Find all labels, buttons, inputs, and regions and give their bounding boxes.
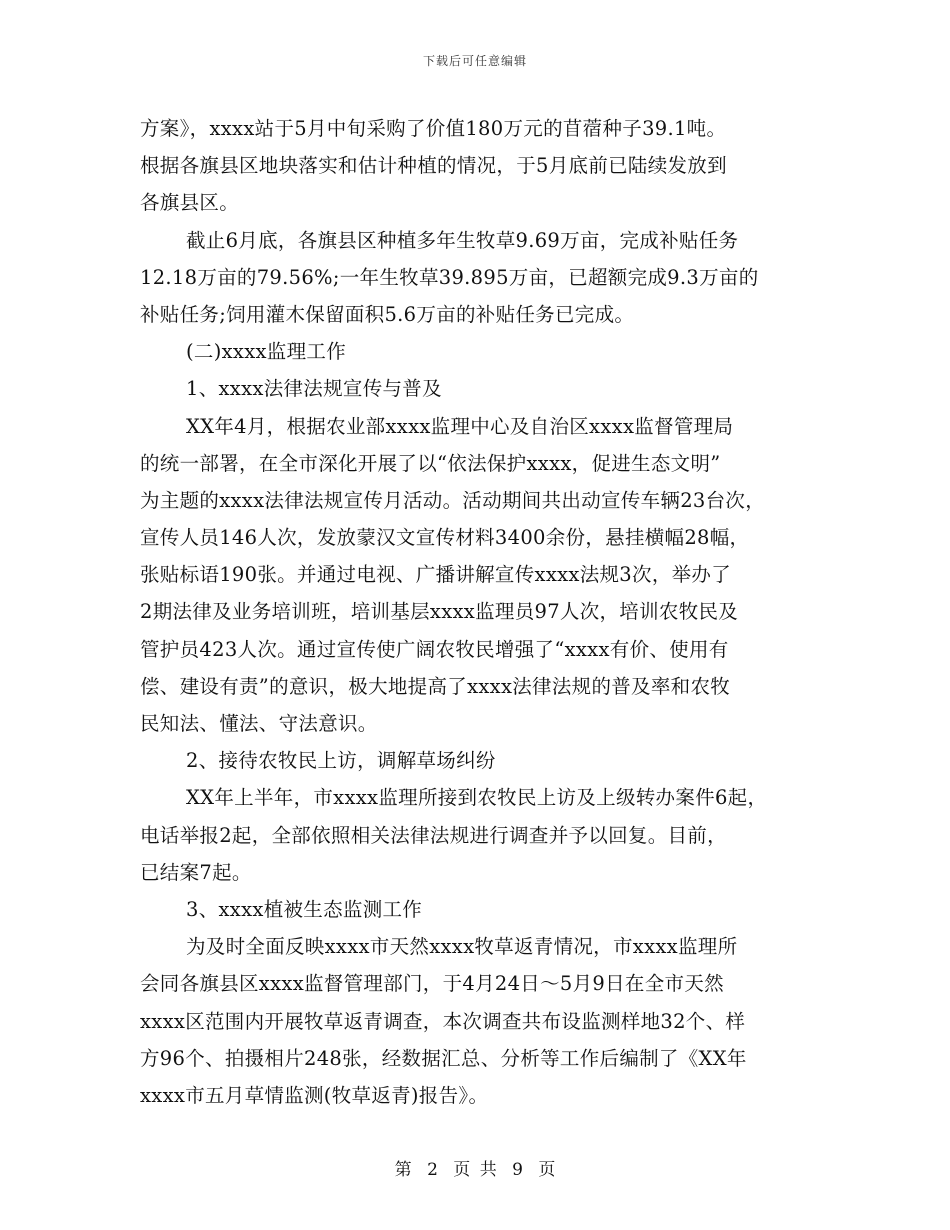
body-line: 12.18万亩的79.56%;一年生牧草39.895万亩，已超额完成9.3万亩的 — [140, 265, 759, 289]
body-line: 2期法律及业务培训班，培训基层xxxx监理员97人次，培训农牧民及 — [140, 600, 739, 624]
total-page-count: 9 — [512, 1160, 523, 1180]
current-page-number: 2 — [427, 1160, 438, 1180]
body-line: 各旗县区。 — [140, 191, 240, 215]
body-line: 会同各旗县区xxxx监督管理部门，于4月24日～5月9日在全市天然 — [140, 972, 724, 996]
paragraph-start-line: 截止6月底，各旗县区种植多年生牧草9.69万亩，完成补贴任务 — [186, 228, 739, 252]
page-header: 下载后可任意编辑 — [422, 54, 527, 68]
body-line: 的统一部署，在全市深化开展了以“依法保护xxxx，促进生态文明” — [140, 451, 721, 475]
body-line: 已结案7起。 — [140, 860, 252, 884]
body-line: 偿、建设有责”的意识，极大地提高了xxxx法律法规的普及率和农牧 — [140, 674, 731, 698]
body-line: 方案》，xxxx站于5月中旬采购了价值180万元的苜蓿种子39.1吨。 — [140, 117, 727, 140]
footer-prefix: 第 — [394, 1160, 412, 1180]
body-line: 张贴标语190张。并通过电视、广播讲解宣传xxxx法规3次，举办了 — [140, 563, 732, 587]
body-line: xxxx区范围内开展牧草返青调查，本次调查共布设监测样地32个、样 — [140, 1009, 746, 1033]
subsection-heading: 1、xxxx法律法规宣传与普及 — [186, 377, 442, 401]
paragraph-start-line: 为及时全面反映xxxx市天然xxxx牧草返青情况，市xxxx监理所 — [186, 935, 738, 959]
paragraph-start-line: XX年4月，根据农业部xxxx监理中心及自治区xxxx监督管理局 — [186, 414, 734, 438]
body-line: 为主题的xxxx法律法规宣传月活动。活动期间共出动宣传车辆23台次， — [140, 488, 766, 512]
body-line: 宣传人员146人次，发放蒙汉文宣传材料3400余份，悬挂横幅28幅， — [140, 526, 750, 550]
footer-middle: 页 共 — [453, 1160, 497, 1180]
body-line: 方96个、拍摄相片248张，经数据汇总、分析等工作后编制了《XX年 — [140, 1046, 747, 1070]
body-line: 电话举报2起，全部依照相关法律法规进行调查并予以回复。目前， — [140, 823, 727, 847]
body-line: 管护员423人次。通过宣传使广阔农牧民增强了“xxxx有价、使用有 — [140, 637, 729, 661]
document-body — [140, 110, 830, 1114]
paragraph-start-line: XX年上半年，市xxxx监理所接到农牧民上访及上级转办案件6起， — [186, 786, 768, 810]
page-footer — [0, 1155, 950, 1180]
section-heading: (二)xxxx监理工作 — [186, 340, 347, 364]
body-line: 根据各旗县区地块落实和估计种植的情况，于5月底前已陆续发放到 — [140, 154, 727, 178]
body-line: xxxx市五月草情监测(牧草返青)报告》。 — [140, 1083, 489, 1107]
body-line: 民知法、懂法、守法意识。 — [140, 712, 378, 735]
subsection-heading: 2、接待农牧民上访，调解草场纠纷 — [186, 749, 496, 773]
subsection-heading: 3、xxxx植被生态监测工作 — [186, 897, 423, 921]
body-line: 补贴任务;饲用灌木保留面积5.6万亩的补贴任务已完成。 — [140, 302, 635, 326]
footer-suffix: 页 — [538, 1160, 556, 1180]
